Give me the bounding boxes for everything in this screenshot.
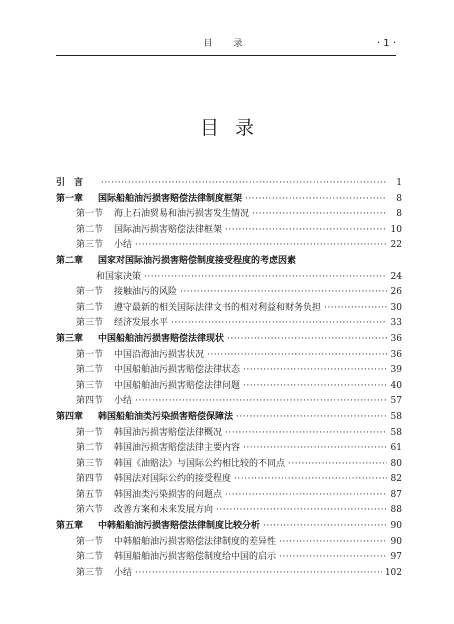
toc-entry-title: 中国沿海油污损害状况 <box>114 349 205 360</box>
dot-leader <box>225 223 387 239</box>
toc-entry-title: 中国船舶油污损害赔偿法律现状 <box>98 333 225 344</box>
toc-entry-number: 第二节 <box>76 365 104 376</box>
toc-page-number: 90 <box>390 521 402 532</box>
toc-entry-title: 中国船舶油污损害赔偿法律问题 <box>114 380 241 391</box>
toc-entry-number: 第二章 <box>56 255 84 266</box>
toc-entry-number: 第三节 <box>76 567 104 578</box>
toc-entry-number: 第二节 <box>76 552 104 563</box>
toc-entry-title: 海上石油贸易和油污损害发生情况 <box>114 209 250 220</box>
toc-entry-number: 第三节 <box>76 318 104 329</box>
toc-entry-title: 韩国法对国际公约的接受程度 <box>114 474 232 485</box>
toc-page-number: 58 <box>390 411 402 422</box>
toc-page-number: 10 <box>390 224 402 235</box>
toc-section-row[interactable] <box>56 223 402 239</box>
toc-page-number: 26 <box>390 287 402 298</box>
dot-leader <box>234 472 387 488</box>
toc-chapter-row[interactable] <box>56 176 402 192</box>
dot-leader <box>171 316 387 332</box>
toc-entry-number: 第一章 <box>56 193 84 204</box>
toc-section-row[interactable] <box>56 488 402 504</box>
toc-entry-title: 韩国船舶油污损害赔偿制度给中国的启示 <box>114 552 277 563</box>
toc-chapter-row[interactable] <box>56 192 402 208</box>
toc-entry-number: 第三节 <box>76 240 104 251</box>
toc-page-number: 58 <box>390 427 402 438</box>
toc-entry-title: 小结 <box>114 240 133 251</box>
toc-page-number: 87 <box>390 489 402 500</box>
toc-section-row[interactable] <box>56 363 402 379</box>
toc-page-number: 57 <box>390 396 402 407</box>
dot-leader <box>225 426 387 442</box>
toc-entry-title: 经济发展水平 <box>114 318 169 329</box>
toc-entry-number: 第一节 <box>76 209 104 220</box>
toc-section-row[interactable] <box>56 457 402 473</box>
dot-leader <box>252 207 387 223</box>
toc-entry-number: 第一节 <box>76 536 104 547</box>
running-title: 目 录 <box>203 39 249 49</box>
table-of-contents <box>56 176 402 581</box>
toc-chapter-row[interactable] <box>56 332 402 348</box>
header-rule <box>56 55 396 56</box>
toc-page-number: 39 <box>390 365 402 376</box>
toc-page-number: 22 <box>390 240 402 251</box>
toc-entry-number: 第三章 <box>56 333 84 344</box>
toc-page-number: 8 <box>396 209 402 220</box>
toc-entry-title: 改善方案和未来发展方向 <box>114 505 214 516</box>
toc-section-row[interactable] <box>56 316 402 332</box>
toc-page-number: 102 <box>384 567 402 578</box>
toc-entry-title: 接触油污的风险 <box>114 287 178 298</box>
running-header <box>56 36 396 52</box>
toc-section-row[interactable] <box>56 472 402 488</box>
dot-leader <box>245 192 387 208</box>
toc-page-number: 24 <box>390 271 402 282</box>
toc-section-row[interactable] <box>56 426 402 442</box>
toc-page-number: 33 <box>390 318 402 329</box>
toc-entry-number: 第一节 <box>76 349 104 360</box>
dot-leader <box>227 332 387 348</box>
toc-section-row[interactable] <box>56 441 402 457</box>
toc-entry-title: 小结 <box>114 396 133 407</box>
toc-entry-number: 第二节 <box>76 224 104 235</box>
toc-entry-title: 国家对国际油污损害赔偿制度接受程度的考虑因素 <box>98 255 297 266</box>
toc-page-number: 36 <box>390 333 402 344</box>
toc-chapter-row[interactable] <box>56 519 402 535</box>
toc-section-row[interactable] <box>56 238 402 254</box>
dot-leader <box>135 566 382 582</box>
toc-entry-title: 国际船舶油污损害赔偿法律制度框架 <box>98 193 243 204</box>
toc-entry-number: 第二节 <box>76 302 104 313</box>
dot-leader <box>180 285 387 301</box>
toc-entry-number: 第三节 <box>76 458 104 469</box>
toc-entry-title: 中国船舶油污损害赔偿法律状态 <box>114 365 241 376</box>
toc-entry-title: 国际油污损害赔偿法律框架 <box>114 224 223 235</box>
dot-leader <box>243 363 387 379</box>
toc-entry-number: 第一节 <box>76 287 104 298</box>
dot-leader <box>236 410 387 426</box>
toc-entry-number: 第四节 <box>76 396 104 407</box>
dot-leader <box>207 348 387 364</box>
dot-leader <box>324 301 387 317</box>
toc-section-row[interactable] <box>56 503 402 519</box>
toc-entry-number: 第四章 <box>56 411 84 422</box>
toc-page-number: 88 <box>390 505 402 516</box>
toc-entry-number: 第二节 <box>76 443 104 454</box>
toc-entry-number: 第五节 <box>76 489 104 500</box>
dot-leader <box>263 519 387 535</box>
toc-entry-title: 中韩船舶油污损害赔偿法律制度比较分析 <box>98 521 261 532</box>
toc-page-number: 82 <box>390 474 402 485</box>
toc-page-number: 40 <box>390 380 402 391</box>
toc-entry-title: 韩国油污损害赔偿法律概况 <box>114 427 223 438</box>
toc-cont-row[interactable] <box>56 270 402 286</box>
toc-section-row[interactable] <box>56 285 402 301</box>
toc-page-number: 30 <box>390 302 402 313</box>
toc-section-row[interactable] <box>56 301 402 317</box>
toc-section-row[interactable] <box>56 379 402 395</box>
toc-chapter-row[interactable] <box>56 254 402 270</box>
toc-page-number: 8 <box>396 193 402 204</box>
toc-entry-title: 韩国油污损害赔偿法律主要内容 <box>114 443 241 454</box>
toc-page-number: 1 <box>396 178 402 188</box>
toc-section-row[interactable] <box>56 535 402 551</box>
toc-entry-title: 韩国船舶油类污染损害赔偿保障法 <box>98 411 234 422</box>
toc-entry-title: 和国家决策 <box>96 271 142 282</box>
toc-section-row[interactable] <box>56 566 402 582</box>
dot-leader <box>243 379 387 395</box>
toc-entry-number: 第三节 <box>76 380 104 391</box>
toc-section-row[interactable] <box>56 207 402 223</box>
toc-entry-title: 小结 <box>114 567 133 578</box>
toc-chapter-row[interactable] <box>56 410 402 426</box>
toc-page-number: 80 <box>390 458 402 469</box>
dot-leader <box>288 457 387 473</box>
toc-entry-title: 韩国油类污染损害的问题点 <box>114 489 223 500</box>
dot-leader <box>279 550 387 566</box>
dot-leader <box>216 503 387 519</box>
toc-entry-title: 韩国《油赔法》与国际公约相比较的不同点 <box>114 458 286 469</box>
toc-entry-number: 第五章 <box>56 521 84 532</box>
toc-page-number: 90 <box>390 536 402 547</box>
toc-page-number: 36 <box>390 349 402 360</box>
toc-entry-number: 第六节 <box>76 505 104 516</box>
toc-section-row[interactable] <box>56 394 402 410</box>
page-title: 目录 <box>199 117 270 139</box>
toc-entry-number: 引 言 <box>56 178 84 188</box>
dot-leader <box>135 238 387 254</box>
toc-section-row[interactable] <box>56 550 402 566</box>
toc-page-number: 97 <box>390 552 402 563</box>
toc-page-number: 61 <box>390 443 402 454</box>
toc-entry-number: 第一节 <box>76 427 104 438</box>
dot-leader <box>144 270 387 286</box>
dot-leader <box>135 394 387 410</box>
toc-entry-title: 遵守最新的相关国际法律文书的相对利益和财务负担 <box>114 302 322 313</box>
dot-leader <box>243 441 387 457</box>
toc-section-row[interactable] <box>56 348 402 364</box>
toc-entry-title: 中韩船舶油污损害赔偿法律制度的差异性 <box>114 536 277 547</box>
dot-leader <box>101 176 387 192</box>
dot-leader <box>279 535 387 551</box>
dot-leader <box>225 488 387 504</box>
toc-entry-number: 第四节 <box>76 474 104 485</box>
page-number: · 1 · <box>376 38 396 49</box>
